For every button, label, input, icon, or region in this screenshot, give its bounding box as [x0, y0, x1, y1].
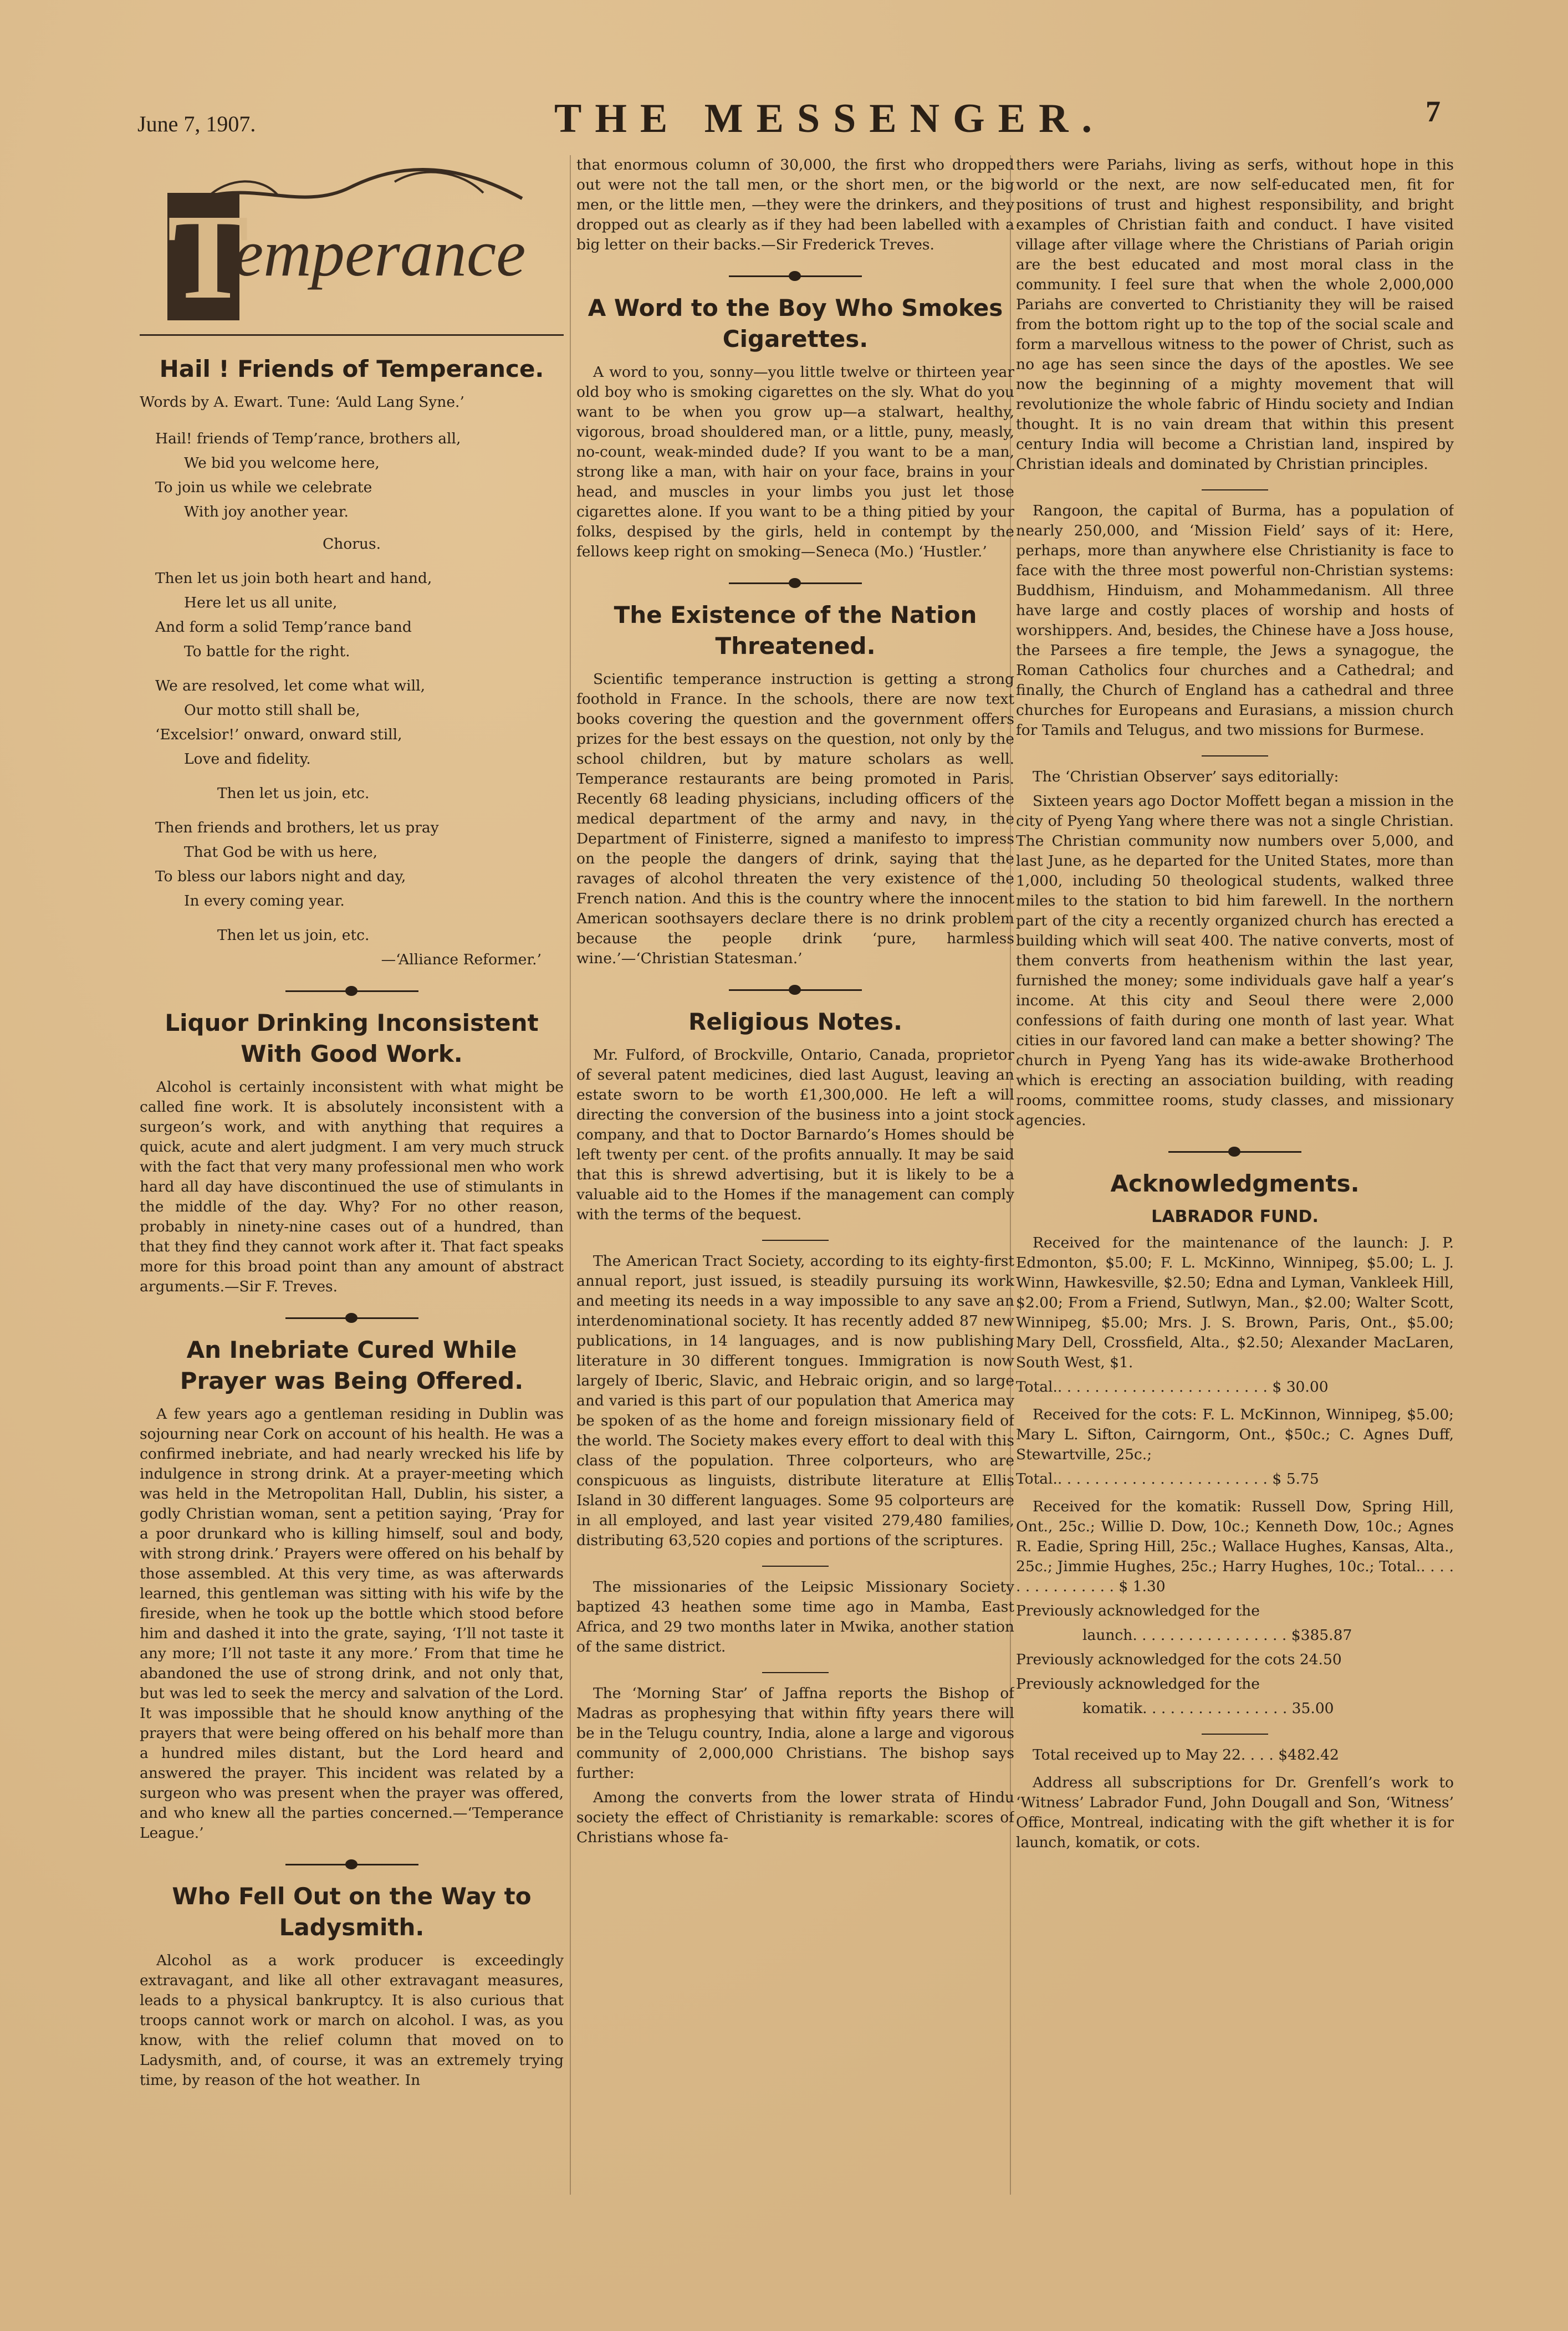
article-body: The ‘Morning Star’ of Jaffna reports the Bishop of Madras as prophesying that within fifty years there will be in the Telugu country, India, alone a large and vigorous community of 2,000,000 Christians. The bishop says further:: [576, 1685, 1014, 1782]
logo-word: emperance: [234, 216, 526, 290]
page-number: 7: [1426, 95, 1441, 128]
article-body: Mr. Fulford, of Brockville, Ontario, Canada, proprietor of several patent medicines, died last August, leaving an estate sworn to be worth £1,300,000. He left a will directing the conversion of the business into a joint stock company, and that to Doctor Barnardo’s Homes should be left twenty per cent. of the profits annually. It may be said that this is shrewd advertising, but it is likely to be a valuable aid to the Homes if the management can comply with the terms of the bequest.: [576, 1046, 1014, 1223]
verse-line: Here let us all unite,: [184, 594, 338, 611]
article-title: Who Fell Out on the Way to Ladysmith.: [172, 1883, 532, 1941]
song-lyrics: [140, 429, 564, 970]
section-ornament: [576, 566, 1014, 600]
fund-title: LABRADOR FUND.: [1151, 1207, 1319, 1226]
verse-line: To join us while we celebrate: [155, 479, 372, 496]
section-ornament: [140, 974, 564, 1008]
verse-line: Then let us join both heart and hand,: [155, 570, 432, 587]
masthead-title: THE MESSENGER.: [554, 96, 1105, 141]
article-body: Among the converts from the lower strata of Hindu society the effect of Christianity is remarkable: scores of Christians whose fa-: [576, 1789, 1014, 1846]
song-credit: Words by A. Ewart. Tune: ‘Auld Lang Syne.’: [140, 393, 464, 411]
divider: [1016, 479, 1454, 501]
section-ornament: [576, 973, 1014, 1006]
article-title: The Existence of the Nation Threatened.: [614, 601, 977, 660]
divider: [1016, 745, 1454, 767]
fund-total: Total.. . . . . . . . . . . . . . . . . . . . . . . $ 5.75: [1016, 1470, 1319, 1487]
refrain-line: Then let us join, etc.: [217, 927, 370, 944]
issue-date: June 7, 1907.: [137, 111, 256, 136]
article-body: A few years ago a gentleman residing in Dublin was sojourning near Cork on account of his health. He was a confirmed inebriate, and had nearly wrecked his life by indulgence in strong drink. At a prayer-meeting which was held in the Metropolitan Hall, Dublin, his sister, a godly Christian woman, sent a petition saying, ‘Pray for a poor drunkard who is killing himself, soul and body, with strong drink.’ Prayers were offered on his behalf by those assembled. At this very time, as was afterwards learned, this gentleman was sitting with his wife by the fireside, when he took up the bottle which stood before him and dashed it into the grate, saying, ‘I’ll not taste it any more; I’ll not taste it any more.’ From that time he abandoned the use of strong drink, and not only that, but was led to seek the mercy and salvation of the Lord. It was impossible that he should know anything of the prayers that were being offered on his behalf more than a hundred miles distant, but the Lord heard and answered the prayer. This incident was related by a surgeon who was present when the prayer was offered, and who knew all the parties concerned.—‘Temperance League.’: [140, 1405, 564, 1842]
grand-total: Total received up to May 22. . . . $482.42: [1033, 1746, 1339, 1763]
article-title: Acknowledgments.: [1110, 1170, 1360, 1197]
fund-line: Previously acknowledged for the: [1016, 1675, 1260, 1693]
column-rule: [570, 155, 571, 2195]
article-title: Hail ! Friends of Temperance.: [159, 355, 544, 382]
verse-line: With joy another year.: [184, 503, 349, 520]
fund-line: Previously acknowledged for the cots 24.50: [1016, 1651, 1342, 1668]
verse-line: ‘Excelsior!’ onward, onward still,: [155, 726, 402, 743]
divider: [1016, 1723, 1454, 1745]
article-body: The missionaries of the Leipsic Missionary Society baptized 43 heathen some time ago in Mamba, East Africa, and 29 two months later in Mwika, another station of the same district.: [576, 1578, 1014, 1655]
column-2: [576, 155, 1014, 2217]
verse-line: Hail! friends of Temp’rance, brothers all,: [155, 430, 461, 447]
divider: [576, 1662, 1014, 1684]
logo-initial: T: [167, 189, 249, 324]
divider: [576, 1229, 1014, 1251]
article-title: Religious Notes.: [688, 1008, 902, 1035]
verse-line: And form a solid Temp’rance band: [155, 618, 412, 636]
fund-line: launch. . . . . . . . . . . . . . . . . $385.87: [1082, 1627, 1352, 1644]
article-body: Rangoon, the capital of Burma, has a population of nearly 250,000, and ‘Mission Field’ says of it: Here, perhaps, more than anywhere else Christianity is face to face with the three most powerful non-Christian systems: Buddhism, Hinduism, and Mohammedanism. All three have large and costly places of worship and hosts of worshippers. And, besides, the Chinese have a Joss house, the Parsees a fire temple, the Jews a synagogue, the Roman Catholics four churches and a Cathedral; and finally, the Church of England has a cathedral and three churches for Europeans and Eurasians, a mission church for Tamils and Telugus, and two missions for Burmese.: [1016, 502, 1454, 739]
verse-line: Then friends and brothers, let us pray: [155, 819, 439, 836]
article-title: A Word to the Boy Who Smokes Cigarettes.: [588, 294, 1003, 352]
article-body: A word to you, sonny—you little twelve or thirteen year old boy who is smoking cigarettes on the sly. What do you want to be when you grow up—a stalwart, healthy, vigorous, broad shouldered man, or a little, puny, measly, no-count, weak-minded dude? If you want to be a man, strong like a man, with hair on your face, brains in your head, and muscles in your limbs you just let those cigarettes alone. If you want to be a thing pitied by your folks, despised by the girls, held in contempt by the fellows keep right on smoking—Seneca (Mo.) ‘Hustler.’: [576, 364, 1014, 560]
temperance-logo: [140, 154, 564, 343]
verse-line: We bid you welcome here,: [184, 454, 380, 472]
verse-line: Love and fidelity.: [184, 750, 311, 768]
article-title: An Inebriate Cured While Prayer was Being Offered.: [180, 1336, 524, 1394]
fund-line: komatik. . . . . . . . . . . . . . . . 35.00: [1082, 1700, 1334, 1717]
article-body: that enormous column of 30,000, the first who dropped out were not the tall men, or the short men, or the big men, or the little men, —they were the drinkers, and they dropped out as clearly as if they had been labelled with a big letter on their backs.—Sir Frederick Treves.: [576, 156, 1014, 253]
fund-total: Total.. . . . . . . . . . . . . . . . . . . . . . . $ 30.00: [1016, 1378, 1329, 1395]
verse-line: To bless our labors night and day,: [155, 868, 406, 885]
fund-entry: Received for the maintenance of the launch: J. P. Edmonton, $5.00; F. L. McKinno, Winnipeg, $5.00; L. J. Winn, Hawkesville, $2.50; Edna and Lyman, Vankleek Hill, $2.00; From a Friend, Sutlwyn, Man., $2.00; Walter Scott, Winnipeg, $5.00; Mrs. J. S. Brown, Paris, Ont., $5.00; Mary Dell, Crossfield, Alta., $2.50; Alexander MacLaren, South West, $1.: [1016, 1234, 1454, 1371]
section-ornament: [140, 1848, 564, 1881]
section-ornament: [576, 259, 1014, 293]
address-note: Address all subscriptions for Dr. Grenfell’s work to ‘Witness’ Labrador Fund, John Dougall and Son, ‘Witness’ Office, Montreal, indicating with the gift whether it is for launch, komatik, or cots.: [1016, 1774, 1454, 1851]
refrain-line: Then let us join, etc.: [217, 785, 370, 802]
verse-line: Our motto still shall be,: [184, 702, 360, 719]
column-1: [140, 154, 564, 2216]
source-credit: —‘Alliance Reformer.’: [381, 951, 542, 968]
chorus-label: Chorus.: [322, 535, 381, 553]
article-body: thers were Pariahs, living as serfs, without hope in this world or the next, are now self-educated men, fit for positions of trust and highest responsibility, and bright examples of Christian faith and conduct. I have visited village after village where the Christians of Pariah origin are the best educated and most moral class in the community. I feel sure that when the whole 2,000,000 Pariahs are converted to Christianity they will be raised from the bottom right up to the top of the social scale and form a marvellous witness to the power of Christ, such as no age has seen since the days of the apostles. We see now the beginning of a mighty movement that will revolutionize the whole fabric of Hindu society and Indian thought. It is no vain dream that within this present century India will become a Christian land, inspired by Christian ideals and dominated by Christian principles.: [1016, 156, 1454, 473]
divider: [576, 1555, 1014, 1577]
section-ornament: [140, 1301, 564, 1335]
verse-line: We are resolved, let come what will,: [155, 677, 426, 694]
fund-entry: Received for the cots: F. L. McKinnon, Winnipeg, $5.00; Mary L. Sifton, Cairngorm, Ont., $50c.; C. Agnes Duff, Stewartville, 25c.;: [1016, 1406, 1454, 1463]
article-title: Liquor Drinking Inconsistent With Good Work.: [165, 1009, 539, 1067]
article-body: Alcohol as a work producer is exceedingly extravagant, and like all other extravagant measures, leads to a physical bankruptcy. It is also curious that troops cannot work or march on alcohol. I was, as you know, with the relief column that moved on to Ladysmith, and, of course, it was an extremely trying time, by reason of the hot weather. In: [140, 1952, 564, 2089]
article-body: Alcohol is certainly inconsistent with what might be called fine work. It is absolutely inconsistent with a surgeon’s work, and with anything that requires a quick, acute and alert judgment. I am very much struck with the fact that very many professional men who work hard all day have discontinued the use of stimulants in the middle of the day. Why? For no other reason, probably in ninety-nine cases out of a hundred, than that they find they cannot work after it. That fact speaks more for this broad point than any amount of abstract arguments.—Sir F. Treves.: [140, 1078, 564, 1295]
article-body: The American Tract Society, according to its eighty-first annual report, just issued, is steadily pursuing its work and meeting its needs in a way impossible to any save an interdenominational society. It has recently added 87 new publications, in 14 languages, and is now publishing literature in 30 different tongues. Immigration is now largely of Iberic, Slavic, and Hebraic origin, and so large and varied is this part of our population that America may be spoken of as the home and foreign missionary field of the world. The Society makes every effort to deal with this class of the population. Three colporteurs, who are conspicuous as linguists, distribute literature at Ellis Island in 30 different languages. Some 95 colporteurs are in all employed, and last year visited 279,480 families, distributing 63,520 copies and portions of the scriptures.: [576, 1253, 1014, 1549]
column-3: [1016, 155, 1454, 2217]
article-body: Scientific temperance instruction is getting a strong foothold in France. In the schools, there are now text books covering the question and the government offers prizes for the best essays on the question, not only by the school children, but by mature scholars as well. Temperance restaurants are being promoted in Paris. Recently 68 leading physicians, including officers of the medical department of the army and navy, in the Department of Finisterre, signed a manifesto to impress on the people the dangers of drink, saying that the ravages of alcohol threaten the very existence of the French nation. And this is the country where the innocent American soothsayers declare there is no drink problem because the people drink ‘pure, harmless wine.’—‘Christian Statesman.’: [576, 671, 1014, 967]
article-body: Sixteen years ago Doctor Moffett began a mission in the city of Pyeng Yang where there was not a single Christian. The Christian community now numbers over 5,000, and last June, as he departed for the United States, more than 1,000, including 50 theological students, walked three miles to the station to bid him farewell. In the northern part of the city a recently organized church has erected a building which will seat 400. The native converts, most of them converts from heathenism within the last year, furnished the money; some individuals gave half a year’s income. At this city and Seoul there were 2,000 confessions of faith during one month of last year. What cities in our favored land can make a better showing? The church in Pyeng Yang has its wide-awake Brotherhood which is erecting an association building, with reading rooms, committee rooms, study classes, and missionary agencies.: [1016, 793, 1454, 1129]
section-ornament: [1016, 1135, 1454, 1168]
verse-line: In every coming year.: [184, 892, 345, 909]
verse-line: To battle for the right.: [184, 643, 350, 660]
divider: [140, 334, 564, 336]
verse-line: That God be with us here,: [184, 844, 378, 861]
fund-line: Previously acknowledged for the: [1016, 1602, 1260, 1619]
article-body: The ‘Christian Observer’ says editorially:: [1033, 768, 1339, 785]
fund-list: [1016, 1233, 1454, 1853]
fund-entry: Received for the komatik: Russell Dow, Spring Hill, Ont., 25c.; Willie D. Dow, 10c.; Kenneth Dow, 10c.; Agnes R. Eadie, Spring Hill, 25c.; Wallace Hughes, Kansas, Alta., 25c.; Jimmie Hughes, 25c.; Harry Hughes, 10c.; Total.. . . . . . . . . . . . . . . $ 1.30: [1016, 1498, 1454, 1595]
